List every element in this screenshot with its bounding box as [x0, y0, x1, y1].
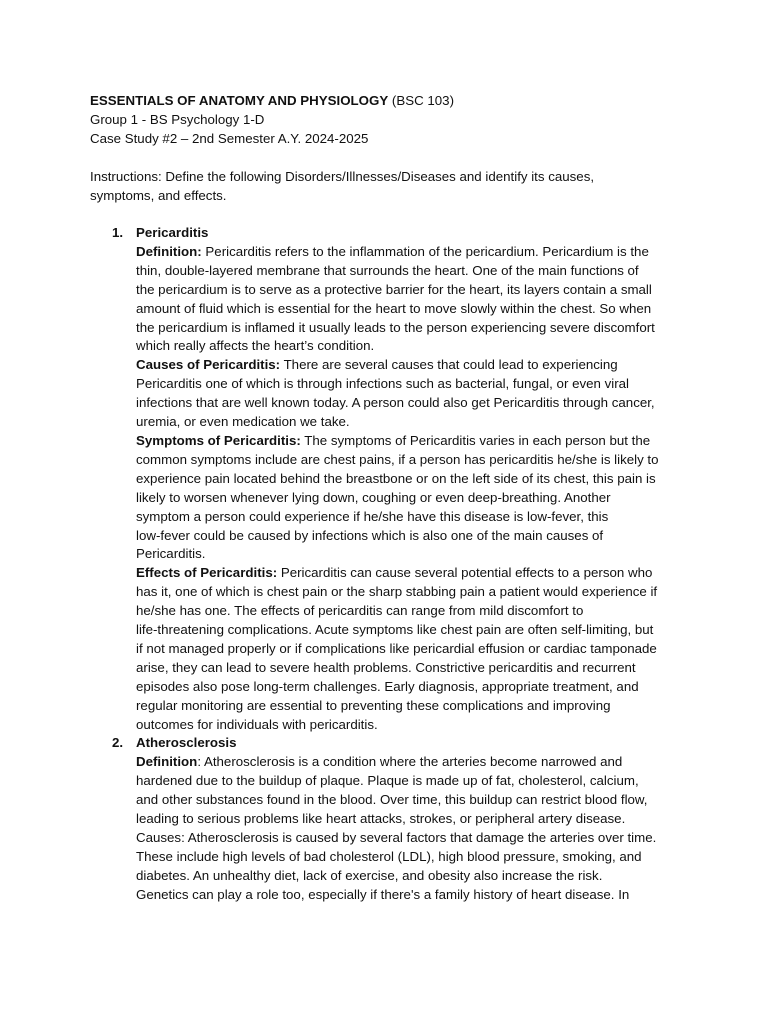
- symptoms-line: symptom a person could experience if he/she have this disease is low-fever, this: [136, 508, 609, 524]
- effects-section: [136, 564, 690, 734]
- causes-section: [136, 829, 690, 905]
- definition-line: thin, double-layered membrane that surrounds the heart. One of the main functions of: [136, 262, 639, 278]
- group-line: Group 1 - BS Psychology 1-D: [90, 111, 265, 127]
- case-study-line: Case Study #2 – 2nd Semester A.Y. 2024-2025: [90, 130, 369, 146]
- item-title: Atherosclerosis: [136, 735, 237, 751]
- instructions-line: Instructions: Define the following Disorders/Illnesses/Diseases and identify its causes,: [90, 169, 595, 184]
- symptoms-first-line: [136, 432, 690, 451]
- list-item-pericarditis: [90, 224, 690, 734]
- document-header: [90, 92, 690, 149]
- effects-line: has it, one of which is chest pain or the sharp stabbing pain a patient would experience if: [136, 584, 658, 600]
- symptoms-line: low-fever could be caused by infections which is also one of the main causes of: [136, 527, 604, 543]
- effects-line: life-threatening complications. Acute symptoms like chest pain are often self-limiting, but: [136, 622, 654, 638]
- definition-label: Definition: [136, 754, 198, 770]
- effects-line: regular monitoring are essential to preventing these complications and improving: [136, 697, 611, 713]
- effects-text: Pericarditis can cause several potential effects to a person who: [277, 565, 653, 581]
- definition-line: which really affects the heart’s condition.: [136, 338, 375, 354]
- symptoms-label: Symptoms of Pericarditis:: [136, 432, 301, 448]
- definition-line: the pericardium is to serve as a protective barrier for the heart, its layers contain a small: [136, 281, 652, 297]
- causes-line: infections that are well known today. A person could also get Pericarditis through cancer,: [136, 395, 655, 411]
- causes-line: Pericarditis one of which is through infections such as bacterial, fungal, or even viral: [136, 376, 629, 392]
- course-title: ESSENTIALS OF ANATOMY AND PHYSIOLOGY: [90, 93, 389, 108]
- symptoms-text: The symptoms of Pericarditis varies in each person but the: [300, 432, 651, 448]
- causes-first-line: [136, 356, 690, 375]
- definition-first-line: [136, 243, 690, 262]
- item-number: 2.: [112, 735, 124, 751]
- item-number: 1.: [112, 225, 124, 240]
- causes-line: Genetics can play a role too, especially if there's a family history of heart disease. In: [136, 886, 630, 902]
- definition-line: and other substances found in the blood. Over time, this buildup can restrict blood flow,: [136, 792, 648, 808]
- item-title: Pericarditis: [136, 225, 209, 240]
- effects-first-line: [136, 564, 690, 583]
- list-item-atherosclerosis: [90, 734, 690, 904]
- effects-label: Effects of Pericarditis:: [136, 565, 278, 581]
- effects-line: episodes also pose long-term challenges. Early diagnosis, appropriate treatment, and: [136, 678, 639, 694]
- symptoms-line: likely to worsen whenever lying down, coughing or even deep-breathing. Another: [136, 489, 611, 505]
- definition-text: Pericarditis refers to the inflammation of the pericardium. Pericardium is the: [201, 243, 649, 259]
- effects-line: he/she has one. The effects of pericarditis can range from mild discomfort to: [136, 603, 584, 619]
- causes-line: uremia, or even medication we take.: [136, 414, 350, 430]
- causes-line: diabetes. An unhealthy diet, lack of exercise, and obesity also increase the risk.: [136, 867, 603, 883]
- causes-line: These include high levels of bad cholesterol (LDL), high blood pressure, smoking, and: [136, 848, 642, 864]
- effects-line: if not managed properly or if complications like pericardial effusion or cardiac tamponade: [136, 640, 657, 656]
- effects-line: outcomes for individuals with pericarditis.: [136, 716, 378, 732]
- definition-first-line: [136, 753, 690, 772]
- instructions-line: symptoms, and effects.: [90, 187, 227, 203]
- symptoms-line: Pericarditis.: [136, 546, 206, 562]
- definition-section: [136, 753, 690, 829]
- effects-line: arise, they can lead to severe health problems. Constrictive pericarditis and recurrent: [136, 659, 636, 675]
- causes-line: Causes: Atherosclerosis is caused by several factors that damage the arteries over time.: [136, 830, 657, 845]
- definition-text: : Atherosclerosis is a condition where the arteries become narrowed and: [197, 754, 623, 770]
- definition-label: Definition:: [136, 243, 202, 259]
- definition-line: hardened due to the buildup of plaque. Plaque is made up of fat, cholesterol, calcium,: [136, 773, 639, 789]
- causes-text: There are several causes that could lead to experiencing: [280, 357, 618, 373]
- symptoms-line: common symptoms include are chest pains, if a person has pericarditis he/she is likely to: [136, 451, 659, 467]
- symptoms-line: experience pain located behind the breastbone or on the left side of its chest, this pain is: [136, 470, 656, 486]
- definition-line: leading to serious problems like heart attacks, strokes, or peripheral artery disease.: [136, 811, 626, 827]
- instructions: [90, 168, 690, 206]
- causes-label: Causes of Pericarditis:: [136, 357, 281, 373]
- disorder-list: [90, 224, 690, 905]
- symptoms-section: [136, 432, 690, 564]
- course-code: (BSC 103): [388, 93, 455, 108]
- definition-line: amount of fluid which is essential for the heart to move slowly within the chest. So when: [136, 300, 652, 316]
- causes-section: [136, 356, 690, 432]
- definition-line: the pericardium is inflamed it usually leads to the person experiencing severe discomfort: [136, 319, 655, 335]
- course-line: [90, 92, 690, 111]
- definition-section: [136, 243, 690, 356]
